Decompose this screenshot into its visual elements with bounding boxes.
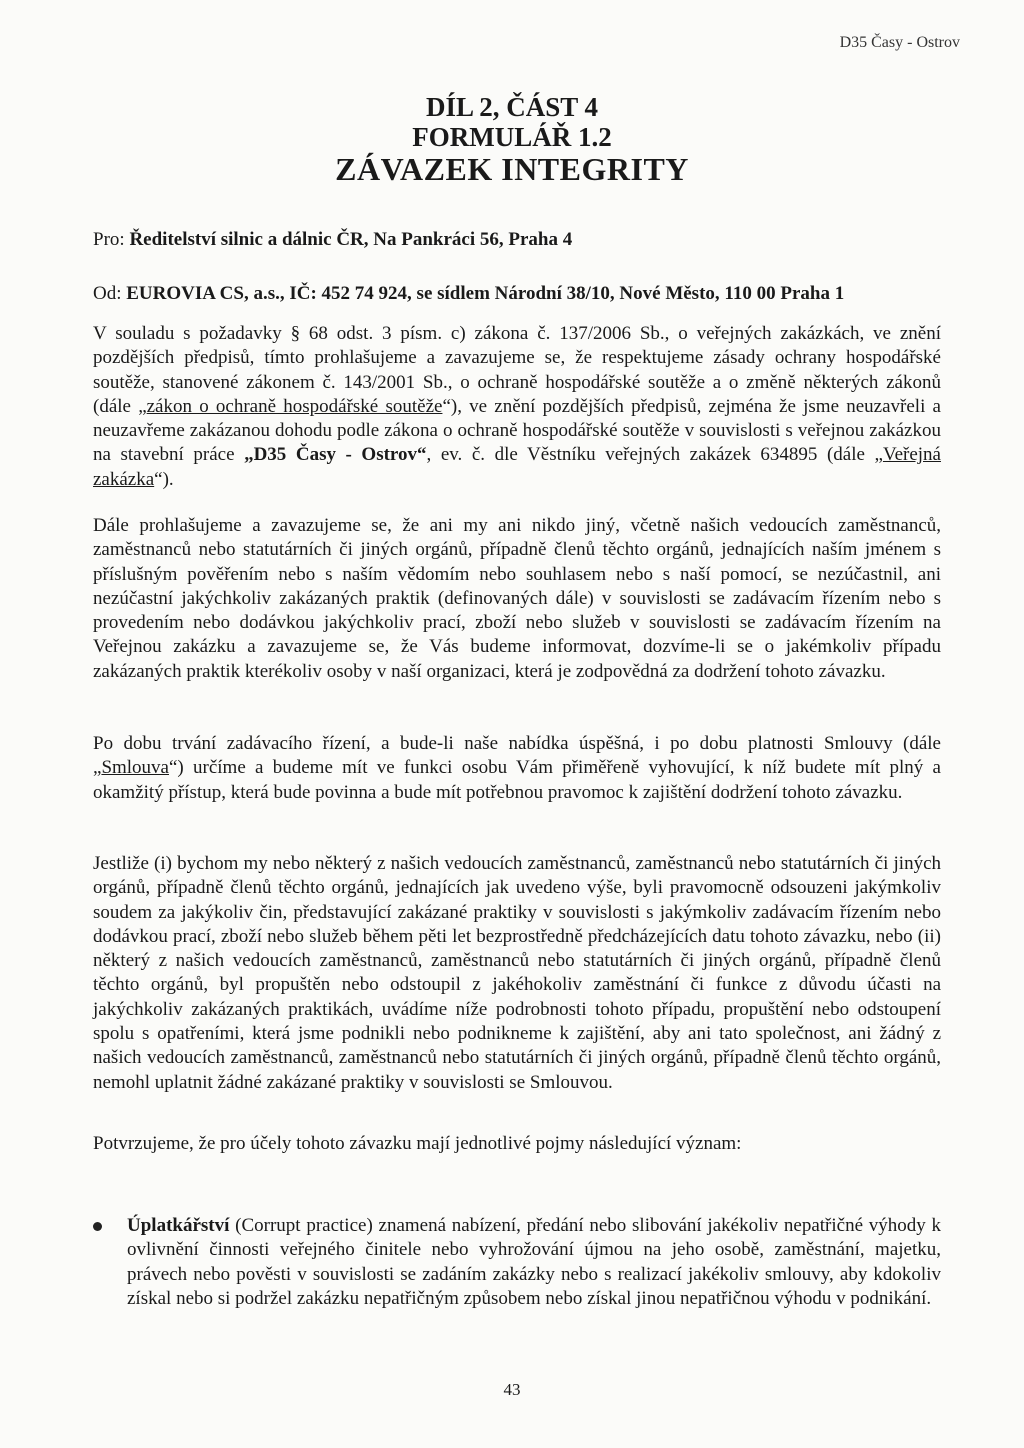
bullet-icon	[93, 1222, 102, 1231]
form-title: FORMULÁŘ 1.2	[412, 122, 612, 153]
page-number: 43	[503, 1380, 521, 1399]
project-name: „D35 Časy - Ostrov“	[244, 444, 427, 466]
title-block	[0, 92, 1024, 188]
paragraph-definitions-intro: Potvrzujeme, že pro účely tohoto závazku mají jednotlivé pojmy následující význam:	[93, 1133, 742, 1154]
recipient-label: Pro:	[93, 229, 130, 250]
sender-line	[93, 282, 941, 306]
paragraph-convictions: Jestliže (i) bychom my nebo některý z našich vedoucích zaměstnanců, zaměstnanců nebo statutárních či jiných orgánů, případně členů těchto orgánů, jednajících jak uvedeno výše, byli pravomocně odsouzeni jakýmkoliv soudem za jakýkoliv čin, představující zakázané praktiky v souvislosti s jakýmkoliv zadávacím řízením nebo dodávkou prací, zboží nebo služeb během pěti let bezprostředně předcházejících datu tohoto závazku, nebo (ii) některý z našich vedoucích zaměstnanců, zaměstnanců nebo statutárních či jiných orgánů, případně členů těchto orgánů, byl propuštěn nebo odstoupil z jakéhokoliv zaměstnání či funkce z důvodu účasti na jakýchkoliv zakázaných praktikách, uvádíme níže podrobnosti tohoto případu, propuštění nebo odstoupení spolu s opatřeními, která jsme podnikli nebo podnikneme k zajištění, aby ani tato společnost, ani žádný z našich vedoucích zaměstnanců, zaměstnanců nebo statutárních či jiných orgánů, případně členů těchto orgánů, nemohl uplatnit žádné zakázané praktiky v souvislosti se Smlouvou.	[93, 853, 941, 1093]
definition-text: Úplatkářství (Corrupt practice) znamená nabízení, předání nebo slibování jakékoliv nepatřičné výhody k ovlivnění činnosti veřejného činitele nebo vyhrožování újmou na jeho osobě, zaměstnání, majetku, právech nebo pověsti v souvislosti se zadáním zakázky nebo s realizací jakékoliv smlouvy, aby kdokoliv získal nebo si podržel zakázku nepatřičným způsobem nebo získal jinou nepatřičnou výhodu v podnikání.	[127, 1215, 941, 1309]
recipient-value: Ředitelství silnic a dálnic ČR, Na Pankráci 56, Praha 4	[129, 229, 573, 250]
part-title: DÍL 2, ČÁST 4	[425, 92, 599, 122]
document-reference: D35 Časy - Ostrov	[839, 34, 960, 51]
definition-term: Úplatkářství	[127, 1215, 230, 1236]
paragraph-legal-basis: V souladu s požadavky § 68 odst. 3 písm. c) zákona č. 137/2006 Sb., o veřejných zakázkách, ve znění pozdějších předpisů, tímto prohlašujeme a zavazujeme se, že respektujeme zásady ochrany hospodářské soutěže, stanovené zákonem č. 143/2001 Sb., o ochraně hospodářské soutěže a o změně některých zákonů (dále „zákon o ochraně hospodářské soutěže“), ve znění pozdějších předpisů, zejména že jsme neuzavřeli a neuzavřeme zakázanou dohodu podle zákona o ochraně hospodářské soutěže v souvislosti s veřejnou zakázkou na stavební práce „D35 Časy - Ostrov“, ev. č. dle Věstníku veřejných zakázek 634895 (dále „Veřejná zakázka“).	[93, 323, 941, 490]
document-title: ZÁVAZEK INTEGRITY	[335, 151, 689, 188]
defined-term-public-contract: Veřejná zakázka	[93, 444, 941, 490]
defined-term-contract: Smlouva	[101, 757, 169, 779]
sender-value: EUROVIA CS, a.s., IČ: 452 74 924, se sídlem Národní 38/10, Nové Město, 110 00 Praha 1	[126, 283, 845, 304]
sender-label: Od:	[93, 283, 127, 304]
recipient-line	[93, 228, 941, 252]
paragraph-declaration: Dále prohlašujeme a zavazujeme se, že ani my ani nikdo jiný, včetně našich vedoucích zaměstnanců, zaměstnanců nebo statutárních či jiných orgánů, případně členů těchto orgánů, jednajících naším jménem s příslušným pověřením nebo s naším vědomím nebo souhlasem nebo s naší pomocí, se nezúčastnil, ani nezúčastní jakýchkoliv zakázaných praktik (definovaných dále) v souvislosti se zadávacím řízením nebo s provedením nebo dodávkou jakýchkoliv prací, zboží nebo služeb v souvislosti se zadávacím řízením na Veřejnou zakázku a zavazujeme se, že Vás budeme informovat, dozvíme-li se o jakémkoliv případu zakázaných praktik kterékoliv osoby v naší organizaci, která je zodpovědná za dodržení tohoto závazku.	[93, 515, 941, 682]
paragraph-responsible-person: Po dobu trvání zadávacího řízení, a bude-li naše nabídka úspěšná, i po dobu platnosti Smlouvy (dále „Smlouva“) určíme a budeme mít ve funkci osobu Vám přiměřeně vyhovující, k níž budete mít plný a okamžitý přístup, která bude povinna a bude mít potřebnou pravomoc k zajištění dodržení tohoto závazku.	[93, 733, 941, 803]
defined-term-competition-act: zákon o ochraně hospodářské soutěže	[146, 395, 443, 417]
